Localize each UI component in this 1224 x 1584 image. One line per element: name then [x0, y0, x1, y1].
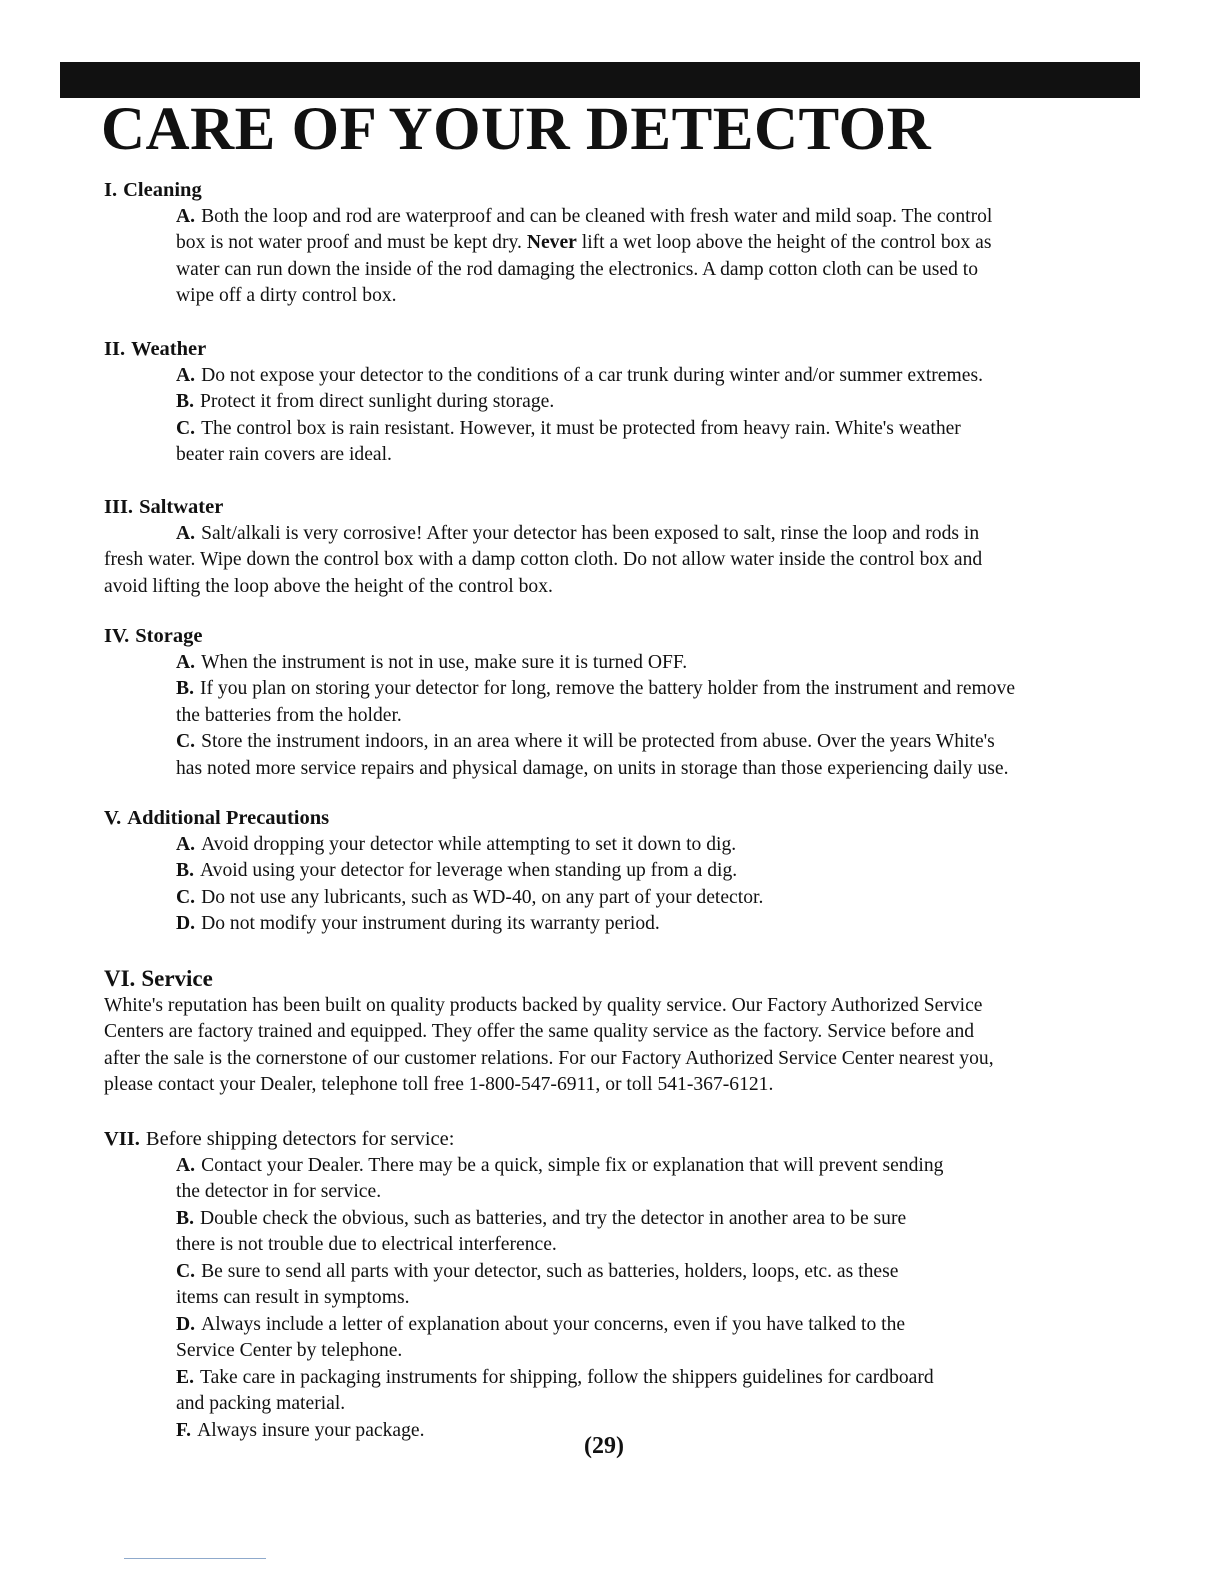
item-text: Always insure your package. — [197, 1419, 425, 1441]
paragraph-line: White's reputation has been built on quality products backed by quality service. Our Factory Authorized Service — [104, 994, 983, 1016]
item-letter: E. — [176, 1366, 194, 1388]
item-text: The control box is rain resistant. However, it must be protected from heavy rain. White's weather — [201, 417, 961, 439]
item-text: Protect it from direct sunlight during storage. — [199, 391, 555, 412]
item-text: Double check the obvious, such as batteries, and try the detector in another area to be sure — [199, 1207, 907, 1229]
paragraph-line: fresh water. Wipe down the control box with a damp cotton cloth. Do not allow water inside the control box and — [104, 549, 983, 570]
list-item — [176, 911, 1144, 938]
list-item — [176, 204, 1144, 231]
page-title: CARE OF YOUR DETECTOR — [101, 96, 932, 163]
item-letter: B. — [176, 1207, 194, 1229]
item-text: lift a wet loop above the height of the control box as — [581, 232, 992, 253]
item-text: Contact your Dealer. There may be a quick, simple fix or explanation that will prevent sending — [201, 1154, 944, 1176]
item-letter: A. — [176, 651, 196, 673]
section-heading — [104, 1126, 1144, 1153]
section-cleaning — [104, 177, 1144, 310]
item-text: Be sure to send all parts with your detector, such as batteries, holders, loops, etc. as these — [201, 1260, 899, 1282]
section-weather — [104, 336, 1144, 469]
section-number: VI. — [104, 966, 136, 991]
item-letter: F. — [176, 1419, 192, 1441]
item-continuation: Service Center by telephone. — [176, 1340, 403, 1361]
section-heading — [104, 336, 1144, 363]
item-letter: A. — [176, 833, 196, 855]
section-title: Weather — [131, 338, 207, 360]
section-storage — [104, 623, 1144, 782]
item-letter: C. — [176, 886, 196, 908]
emphasis-text: Never — [526, 232, 577, 253]
section-number: III. — [104, 496, 134, 518]
section-precautions — [104, 805, 1144, 938]
list-item — [176, 1312, 1144, 1339]
list-item — [176, 363, 1144, 390]
paragraph-line: after the sale is the cornerstone of our customer relations. For our Factory Authorized Service Center nearest you, — [104, 1047, 994, 1069]
section-number: IV. — [104, 625, 130, 647]
item-letter: D. — [176, 1313, 196, 1335]
section-number: V. — [104, 807, 122, 829]
list-item — [176, 858, 1144, 885]
section-title: Storage — [135, 625, 203, 647]
section-heading — [104, 805, 1144, 832]
divider — [124, 1558, 266, 1559]
item-text: If you plan on storing your detector for long, remove the battery holder from the instrument and remove — [199, 678, 1016, 699]
item-letter: B. — [176, 678, 194, 699]
list-item — [176, 1365, 1144, 1392]
list-item — [176, 1206, 1144, 1233]
item-continuation: the detector in for service. — [176, 1181, 382, 1202]
list-item — [176, 1418, 1144, 1445]
item-letter: B. — [176, 860, 194, 881]
paragraph-line — [104, 521, 1144, 548]
section-heading — [104, 494, 1144, 521]
list-item — [176, 832, 1144, 859]
section-title: Service — [141, 966, 213, 991]
item-letter: D. — [176, 913, 196, 934]
item-text: Store the instrument indoors, in an area where it will be protected from abuse. Over the years White's — [201, 731, 995, 752]
item-continuation: beater rain covers are ideal. — [176, 444, 392, 465]
item-continuation: wipe off a dirty control box. — [176, 285, 397, 306]
item-text: Salt/alkali is very corrosive! After your detector has been exposed to salt, rinse the loop and rods in — [201, 522, 980, 544]
item-text: Do not modify your instrument during its warranty period. — [201, 913, 660, 934]
item-continuation: the batteries from the holder. — [176, 704, 402, 726]
item-text: Both the loop and rod are waterproof and can be cleaned with fresh water and mild soap. The control — [201, 205, 993, 227]
list-item — [176, 1259, 1144, 1286]
item-letter: C. — [176, 417, 196, 439]
section-number: I. — [104, 179, 118, 201]
list-item — [176, 676, 1144, 703]
section-number: II. — [104, 338, 126, 360]
item-text: Take care in packaging instruments for shipping, follow the shippers guidelines for cardboard — [199, 1366, 934, 1388]
item-text: Do not expose your detector to the conditions of a car trunk during winter and/or summer extremes. — [201, 364, 983, 386]
item-letter: A. — [176, 1154, 196, 1176]
item-continuation: water can run down the inside of the rod damaging the electronics. A damp cotton cloth can be used to — [176, 258, 979, 280]
item-letter: B. — [176, 391, 194, 412]
page-number: (29) — [584, 1433, 624, 1459]
item-text: Do not use any lubricants, such as WD-40, on any part of your detector. — [201, 886, 764, 908]
section-title: Cleaning — [123, 179, 202, 201]
paragraph-line: avoid lifting the loop above the height of the control box. — [104, 575, 553, 597]
section-service — [104, 966, 1144, 1099]
item-text: Avoid using your detector for leverage when standing up from a dig. — [199, 860, 738, 881]
item-letter: A. — [176, 522, 196, 544]
section-number: VII. — [104, 1128, 140, 1150]
paragraph-line: Centers are factory trained and equipped. They offer the same quality service as the factory. Service before and — [104, 1021, 975, 1042]
list-item — [176, 650, 1144, 677]
list-item — [176, 885, 1144, 912]
list-item — [176, 389, 1144, 416]
item-letter: C. — [176, 1260, 196, 1282]
section-title: Saltwater — [139, 496, 224, 518]
item-continuation: there is not trouble due to electrical interference. — [176, 1234, 557, 1255]
section-heading — [104, 177, 1144, 204]
paragraph-line: please contact your Dealer, telephone toll free 1-800-547-6911, or toll 541-367-6121. — [104, 1074, 774, 1095]
list-item — [176, 729, 1144, 756]
section-heading — [104, 966, 1144, 993]
section-title: Before shipping detectors for service: — [145, 1128, 455, 1150]
item-text: box is not water proof and must be kept dry. — [176, 232, 522, 253]
item-letter: A. — [176, 205, 196, 227]
item-continuation: items can result in symptoms. — [176, 1287, 410, 1308]
item-letter: C. — [176, 731, 196, 752]
item-text: Avoid dropping your detector while attempting to set it down to dig. — [201, 833, 737, 855]
item-continuation — [176, 230, 1144, 257]
item-continuation: and packing material. — [176, 1393, 346, 1414]
item-letter: A. — [176, 364, 196, 386]
section-shipping — [104, 1126, 1144, 1444]
section-saltwater — [104, 494, 1144, 600]
section-heading — [104, 623, 1144, 650]
list-item — [176, 416, 1144, 443]
section-title: Additional Precautions — [127, 807, 330, 829]
item-continuation: has noted more service repairs and physical damage, on units in storage than those experiencing daily use. — [176, 757, 1009, 779]
list-item — [176, 1153, 1144, 1180]
item-text: Always include a letter of explanation about your concerns, even if you have talked to the — [201, 1313, 906, 1335]
item-text: When the instrument is not in use, make sure it is turned OFF. — [201, 651, 688, 673]
